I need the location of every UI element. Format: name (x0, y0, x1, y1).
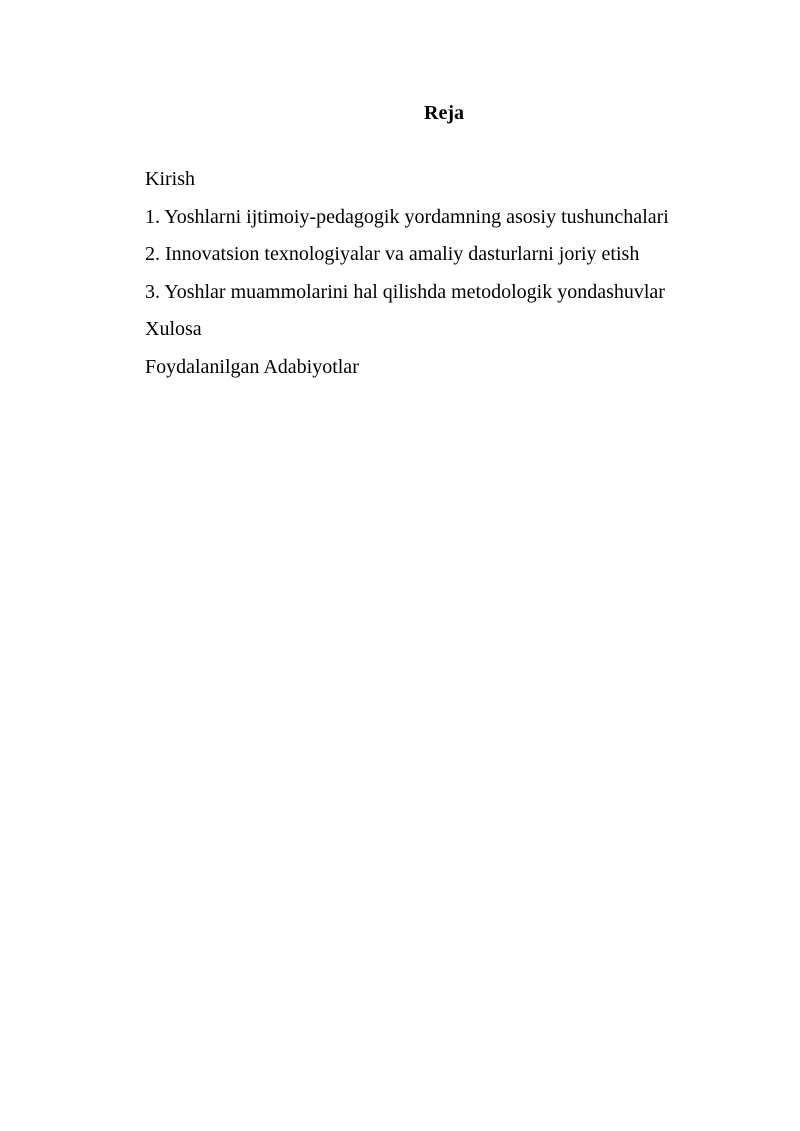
toc-item-chapter-1: 1. Yoshlarni ijtimoiy-pedagogik yordamning asosiy tushunchalari (145, 205, 669, 228)
toc-item-introduction: Kirish (145, 168, 195, 190)
table-of-contents (145, 161, 669, 386)
page-title: Reja (424, 102, 464, 124)
toc-item-references: Foydalanilgan Adabiyotlar (145, 355, 359, 378)
toc-item-chapter-2: 2. Innovatsion texnologiyalar va amaliy dasturlarni joriy etish (145, 243, 640, 265)
toc-item-chapter-3: 3. Yoshlar muammolarini hal qilishda metodologik yondashuvlar (145, 280, 665, 303)
toc-item-conclusion: Xulosa (145, 318, 202, 340)
